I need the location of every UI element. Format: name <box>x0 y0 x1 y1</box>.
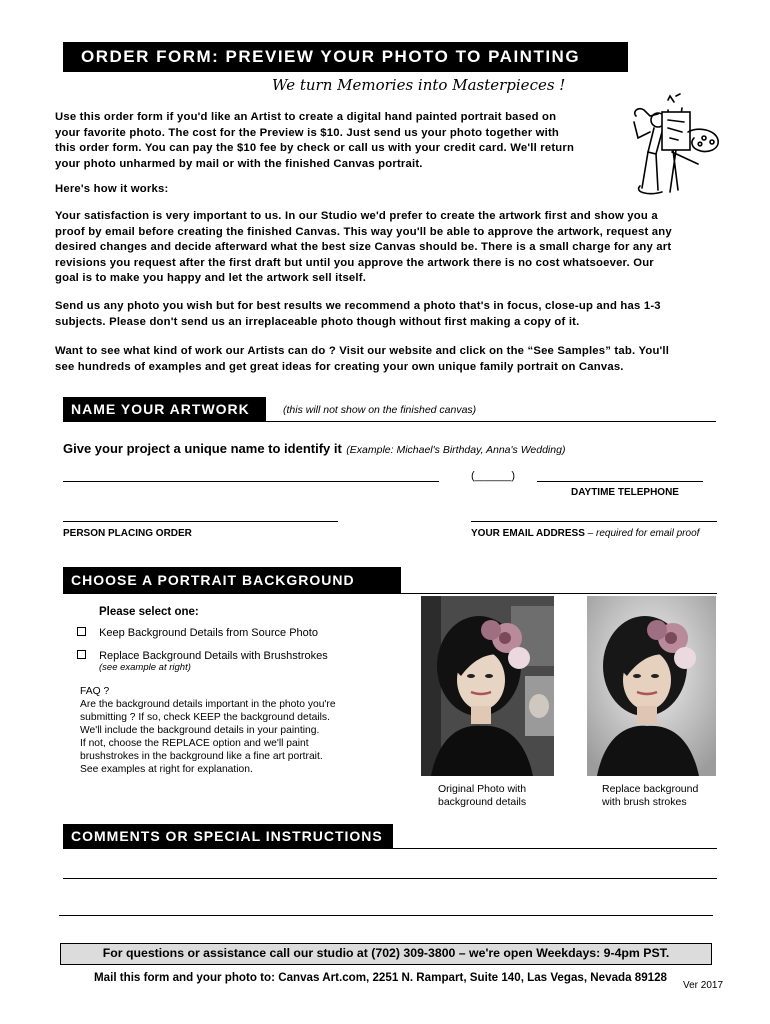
person-label: PERSON PLACING ORDER <box>63 528 192 539</box>
email-note: – required for email proof <box>584 528 700 539</box>
project-name-prompt <box>63 440 565 458</box>
photo-tips-paragraph: Send us any photo you wish but for best results we recommend a photo that's in focus, close-up and has 1-3 subjects. Please don't send us an irreplaceable photo though without first making a copy of it. <box>55 300 661 328</box>
intro-paragraph: Use this order form if you'd like an Artist to create a digital hand painted portrait based on your favorite photo. The cost for the Preview is $10. Just send us your photo together with this order form. You can pay the $10 fee by check or call us with your credit card. We'll return your photo unharmed by mail or with the finished Canvas portrait. <box>55 111 575 170</box>
mail-address: Mail this form and your photo to: Canvas Art.com, 2251 N. Rampart, Suite 140, Las Vegas, Nevada 89128 <box>94 971 668 984</box>
comments-line-1[interactable] <box>63 878 717 879</box>
name-section-rule <box>266 421 716 422</box>
background-section-rule <box>401 593 717 594</box>
select-prompt: Please select one: <box>99 606 199 618</box>
phone-label: DAYTIME TELEPHONE <box>571 487 679 498</box>
comments-section-rule <box>393 848 717 849</box>
person-field[interactable] <box>63 521 338 522</box>
keep-label: Keep Background Details from Source Photo <box>99 627 318 639</box>
option-keep[interactable] <box>77 627 318 639</box>
caption-replace: Replace background with brush strokes <box>602 783 699 808</box>
email-field[interactable] <box>471 521 717 522</box>
replace-note: (see example at right) <box>99 662 191 673</box>
comments-section-heading: COMMENTS OR SPECIAL INSTRUCTIONS <box>63 824 393 849</box>
comments-line-2[interactable] <box>59 915 713 916</box>
phone-area-code[interactable]: (______) <box>471 470 516 482</box>
replace-background-photo <box>587 596 716 776</box>
how-it-works: Here's how it works: <box>55 183 169 195</box>
name-section-note: (this will not show on the finished canvas) <box>283 404 477 416</box>
keep-checkbox[interactable] <box>77 627 86 636</box>
email-label-group <box>471 528 699 539</box>
option-replace[interactable] <box>77 650 328 662</box>
faq-block: FAQ ? Are the background details important in the photo you're submitting ? If so, check KEEP the background details. We'll include the background details in your painting. If not, choose the REPLACE option and we'll paint brushstrokes in the background like a fine art portrait. See examples at right for explanation. <box>80 686 336 775</box>
tagline: We turn Memories into Masterpieces ! <box>272 76 566 94</box>
website-paragraph: Want to see what kind of work our Artists can do ? Visit our website and click on the “See Samples” tab. You'll see hundreds of examples and get great ideas for creating your own unique family portrait on Canvas. <box>55 345 670 373</box>
background-section-heading: CHOOSE A PORTRAIT BACKGROUND <box>63 567 401 594</box>
satisfaction-paragraph: Your satisfaction is very important to us. In our Studio we'd prefer to create the artwork first and show you a proof by email before creating the finished Canvas. This way you'll be able to approve the artwork, request any desired changes and decide afterward what the best size Canvas should be. There is a small charge for any art revisions you request after the first draft but until you approve the artwork there is no cost whatsoever. Our goal is to make you happy and let the artwork sell itself. <box>55 210 672 285</box>
version-label: Ver 2017 <box>683 980 724 991</box>
name-section-heading: NAME YOUR ARTWORK <box>63 397 266 422</box>
replace-checkbox[interactable] <box>77 650 86 659</box>
artist-illustration <box>628 92 724 198</box>
replace-label: Replace Background Details with Brushstrokes <box>99 650 328 662</box>
project-name-field[interactable] <box>63 481 439 482</box>
questions-box: For questions or assistance call our studio at (702) 309-3800 – we're open Weekdays: 9-4pm PST. <box>60 943 712 965</box>
prompt-text: Give your project a unique name to identify it <box>63 441 342 456</box>
prompt-example: (Example: Michael's Birthday, Anna's Wedding) <box>346 444 566 456</box>
page-title: ORDER FORM: PREVIEW YOUR PHOTO TO PAINTING <box>63 42 628 72</box>
caption-original: Original Photo with background details <box>438 783 527 808</box>
email-label: YOUR EMAIL ADDRESS <box>471 528 585 539</box>
phone-field[interactable] <box>537 481 703 482</box>
original-photo <box>421 596 554 776</box>
